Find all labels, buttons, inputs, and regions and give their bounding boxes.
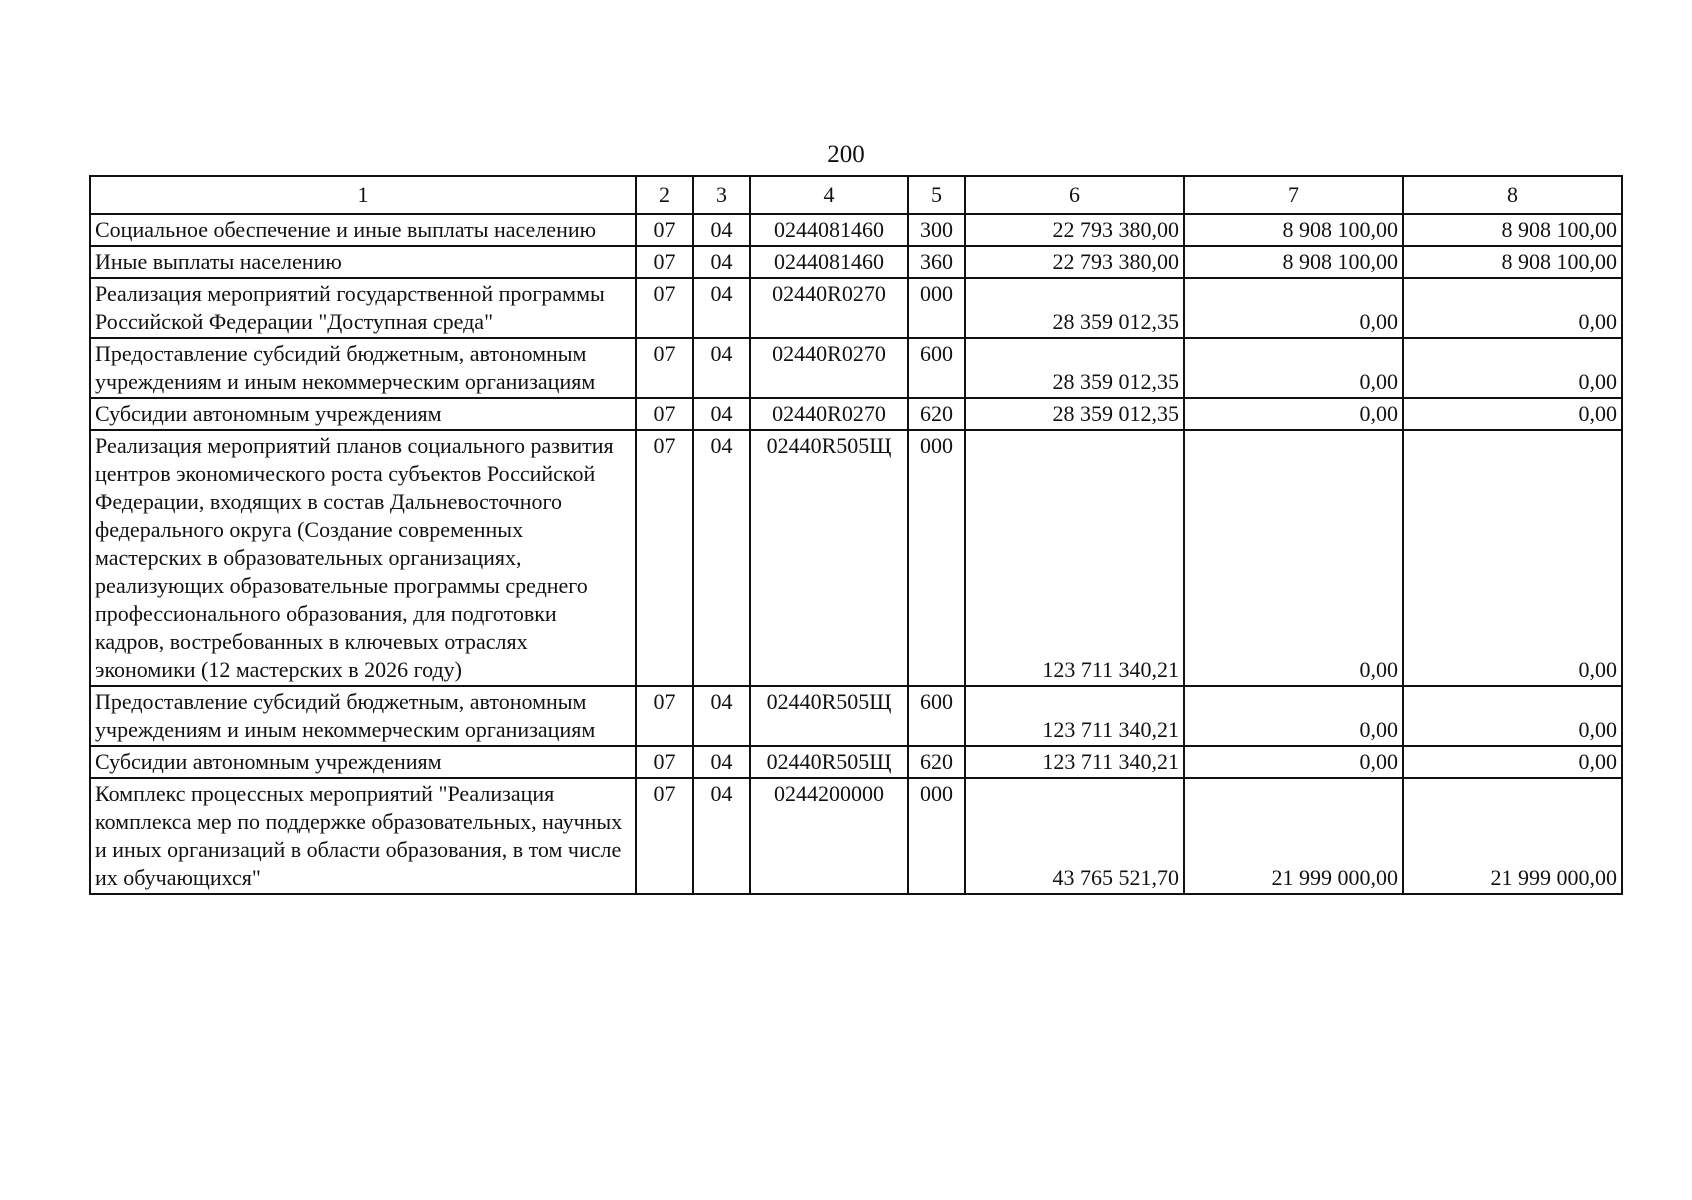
column-header-8: 8 <box>1403 176 1622 214</box>
cell-expense-type: 620 <box>908 398 965 430</box>
cell-subsection: 04 <box>693 246 750 278</box>
cell-amount-col7: 0,00 <box>1184 430 1403 686</box>
column-header-3: 3 <box>693 176 750 214</box>
cell-amount-col8: 8 908 100,00 <box>1403 214 1622 246</box>
cell-amount-col6: 28 359 012,35 <box>965 278 1184 338</box>
cell-amount-col6: 28 359 012,35 <box>965 398 1184 430</box>
row-description: Реализация мероприятий государственной программы Российской Федерации "Доступная среда" <box>90 278 636 338</box>
cell-target-code: 02440R505Щ <box>750 686 908 746</box>
cell-expense-type: 360 <box>908 246 965 278</box>
cell-amount-col7: 0,00 <box>1184 398 1403 430</box>
cell-subsection: 04 <box>693 338 750 398</box>
cell-amount-col7: 0,00 <box>1184 746 1403 778</box>
cell-section: 07 <box>636 778 693 894</box>
table-row <box>90 246 1622 278</box>
table-row <box>90 278 1622 338</box>
cell-expense-type: 600 <box>908 686 965 746</box>
cell-subsection: 04 <box>693 398 750 430</box>
table-row <box>90 686 1622 746</box>
cell-section: 07 <box>636 214 693 246</box>
column-header-2: 2 <box>636 176 693 214</box>
cell-subsection: 04 <box>693 278 750 338</box>
column-header-6: 6 <box>965 176 1184 214</box>
table-row <box>90 746 1622 778</box>
cell-section: 07 <box>636 430 693 686</box>
cell-amount-col7: 8 908 100,00 <box>1184 214 1403 246</box>
table-row <box>90 338 1622 398</box>
cell-amount-col7: 0,00 <box>1184 338 1403 398</box>
cell-amount-col8: 8 908 100,00 <box>1403 246 1622 278</box>
column-header-1: 1 <box>90 176 636 214</box>
cell-section: 07 <box>636 746 693 778</box>
cell-amount-col6: 123 711 340,21 <box>965 746 1184 778</box>
table-header-row <box>90 176 1622 214</box>
row-description: Предоставление субсидий бюджетным, автономным учреждениям и иным некоммерческим организациям <box>90 686 636 746</box>
row-description: Субсидии автономным учреждениям <box>90 398 636 430</box>
row-description: Предоставление субсидий бюджетным, автономным учреждениям и иным некоммерческим организациям <box>90 338 636 398</box>
cell-target-code: 02440R505Щ <box>750 430 908 686</box>
page-number: 200 <box>827 141 865 168</box>
cell-subsection: 04 <box>693 686 750 746</box>
cell-amount-col8: 21 999 000,00 <box>1403 778 1622 894</box>
cell-section: 07 <box>636 278 693 338</box>
row-description: Комплекс процессных мероприятий "Реализация комплекса мер по поддержке образовательных, научных и иных организаций в области образования, в том числе их обучающихся" <box>90 778 636 894</box>
column-header-4: 4 <box>750 176 908 214</box>
cell-target-code: 02440R505Щ <box>750 746 908 778</box>
row-description: Иные выплаты населению <box>90 246 636 278</box>
row-description: Субсидии автономным учреждениям <box>90 746 636 778</box>
column-header-5: 5 <box>908 176 965 214</box>
cell-expense-type: 300 <box>908 214 965 246</box>
cell-amount-col8: 0,00 <box>1403 338 1622 398</box>
table-row <box>90 778 1622 894</box>
table-body <box>90 176 1622 894</box>
cell-subsection: 04 <box>693 430 750 686</box>
row-description: Социальное обеспечение и иные выплаты населению <box>90 214 636 246</box>
cell-expense-type: 620 <box>908 746 965 778</box>
cell-section: 07 <box>636 398 693 430</box>
cell-amount-col6: 123 711 340,21 <box>965 686 1184 746</box>
cell-target-code: 02440R0270 <box>750 278 908 338</box>
cell-section: 07 <box>636 686 693 746</box>
cell-expense-type: 000 <box>908 430 965 686</box>
cell-amount-col7: 21 999 000,00 <box>1184 778 1403 894</box>
cell-amount-col6: 123 711 340,21 <box>965 430 1184 686</box>
table-row <box>90 430 1622 686</box>
row-description: Реализация мероприятий планов социального развития центров экономического роста субъектов Российской Федерации, входящих в состав Дальневосточного федерального округа (Создание современных мастерских в образовательных организациях, реализующих образовательные программы среднего профессионального образования, для подготовки кадров, востребованных в ключевых отраслях экономики (12 мастерских в 2026 году) <box>90 430 636 686</box>
cell-amount-col8: 0,00 <box>1403 278 1622 338</box>
cell-target-code: 0244200000 <box>750 778 908 894</box>
cell-amount-col6: 22 793 380,00 <box>965 214 1184 246</box>
cell-expense-type: 000 <box>908 778 965 894</box>
cell-amount-col8: 0,00 <box>1403 430 1622 686</box>
cell-amount-col8: 0,00 <box>1403 746 1622 778</box>
cell-target-code: 0244081460 <box>750 246 908 278</box>
cell-amount-col8: 0,00 <box>1403 398 1622 430</box>
budget-table <box>89 175 1623 895</box>
cell-amount-col7: 0,00 <box>1184 278 1403 338</box>
cell-amount-col7: 0,00 <box>1184 686 1403 746</box>
cell-target-code: 02440R0270 <box>750 338 908 398</box>
cell-amount-col7: 8 908 100,00 <box>1184 246 1403 278</box>
table-row <box>90 214 1622 246</box>
cell-expense-type: 600 <box>908 338 965 398</box>
cell-target-code: 02440R0270 <box>750 398 908 430</box>
cell-target-code: 0244081460 <box>750 214 908 246</box>
cell-amount-col8: 0,00 <box>1403 686 1622 746</box>
cell-amount-col6: 28 359 012,35 <box>965 338 1184 398</box>
cell-subsection: 04 <box>693 778 750 894</box>
cell-section: 07 <box>636 246 693 278</box>
column-header-7: 7 <box>1184 176 1403 214</box>
cell-subsection: 04 <box>693 746 750 778</box>
cell-amount-col6: 43 765 521,70 <box>965 778 1184 894</box>
cell-amount-col6: 22 793 380,00 <box>965 246 1184 278</box>
cell-section: 07 <box>636 338 693 398</box>
cell-expense-type: 000 <box>908 278 965 338</box>
cell-subsection: 04 <box>693 214 750 246</box>
table-row <box>90 398 1622 430</box>
